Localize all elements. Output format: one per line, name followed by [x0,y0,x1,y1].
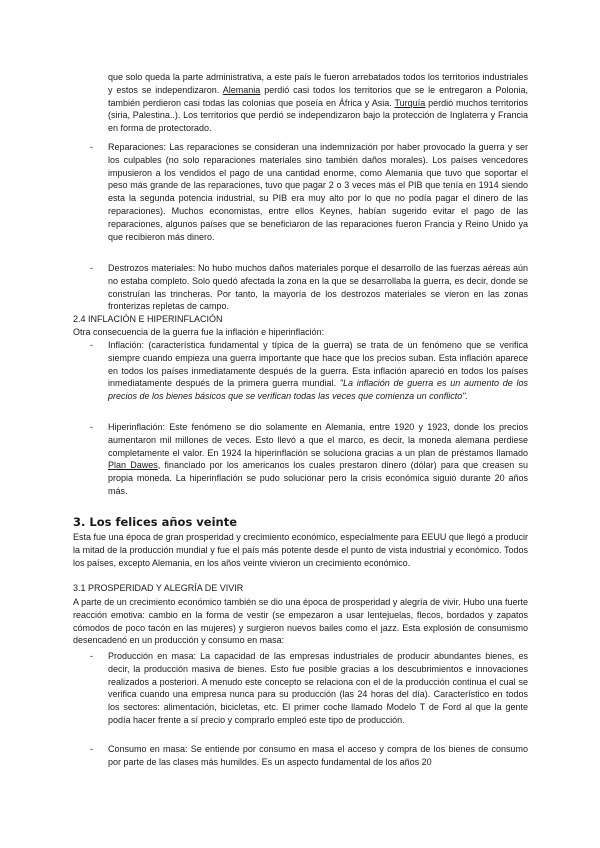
bullet-dash: - [90,651,93,661]
consumo-item: Consumo en masa: Se entiende por consumo en masa el acceso y compra de los bienes de consumo por parte de las clases más humildes. Es un aspecto fundamental de los años 20 [108,744,528,767]
turquia-term: Turquía [394,97,426,108]
bullet-dash: - [90,422,93,432]
inflation-quote: "La inflación de guerra es un aumento de los precios de los bienes básicos que se verifican todas las veces que comienza un conflicto". [108,378,529,402]
alemania-term: Alemania [222,84,261,95]
bullet-dash: - [90,263,93,273]
section-2-4-intro: Otra consecuencia de la guerra fue la inflación e hiperinflación: [73,327,325,337]
bullet-dash: - [90,340,93,350]
section-3-1-heading: 3.1 PROSPERIDAD Y ALEGRÍA DE VIVIR [73,583,244,593]
bullet-dash: - [90,142,93,152]
continuation-paragraph: que solo queda la parte administrativa, a este país le fueron arrebatados todos los territorios industriales y estos se independizaron. Alemania perdió casi todos los territorios que se le entregaron a Polonia, también perdieron casi todas las colonias que poseía en África y Asia. Turquía perdió muchos territorios (siria, Palestina..). Los territorios que perdió se independizaron bajo la protección de Inglaterra y Francia en forma de protectorado. [108,72,528,134]
section-3-intro: Esta fue una época de gran prosperidad y crecimiento económico, especialmente para EEUU que llegó a producir la mitad de la producción mundial y fue el país más potente desde el punto de vista industrial y económico. Todos los países, excepto Alemania, en los años veinte vivieron un crecimiento económico. [73,532,528,568]
hiperinflacion-item: Hiperinflación: Este fenómeno se dio solamente en Alemania, entre 1920 y 1923, donde los precios aumentaron mil millones de veces. Esto llevó a que el marco, es decir, la moneda alemana perdiese completamente el valor. En 1924 la hiperinflación se soluciona gracias a un plan de préstamos llamado Plan Dawes, financiado por los americanos los cuales prestaron dinero (dólar) para que creasen su propia moneda. La hiperinflación se pudo solucionar pero la crisis económica siguió durante 20 años más. [108,422,528,496]
produccion-item: Producción en masa: La capacidad de las empresas industriales de producir abundantes bienes, es decir, la producción masiva de bienes. Esto fue posible gracias a los descubrimientos e innovaciones realizados a posteriori. A menudo este concepto se relaciona con el de la producción continua el cual se verifica cuando una empresa nunca para su producción (las 24 horas del día). Característico en todos los sectores: alimentación, bicicletas, etc. El primer coche llamado Modelo T de Ford al que la gente podía hacer frente a sí precio y comprarlo empleó este tipo de producción. [108,651,528,725]
reparaciones-item: Reparaciones: Las reparaciones se consideran una indemnización por haber provocado la guerra y ser los culpables (no solo reparaciones materiales sino también daños morales). Los países vencedores impusieron a los vendidos el pago de una cantidad enorme, como Alemania que tuvo que soportar el peso más grande de las reparaciones, tuvo que pagar 2 o 3 veces más el PIB que tenía en 1914 siendo esta la segunda potencia industrial, su PIB era muy alto por lo que no podía pagar el dinero de las reparaciones). Muchos economistas, entre ellos Keynes, habían sugerido evitar el pago de las reparaciones, algunos países que se beneficiaron de las reparaciones fueron Francia y Reino Unido ya que recibieron más dinero. [108,142,528,242]
section-3-heading: 3. Los felices años veinte [73,515,238,529]
section-2-4-heading: 2.4 INFLACIÓN E HIPERINFLACIÓN [73,314,223,324]
section-3-1-intro: A parte de un crecimiento económico también se dio una época de prosperidad y alegría de vivir. Hubo una fuerte reacción emotiva: cambio en la forma de vestir (se empezaron a usar lentejuelas, flecos, bordados y zapatos cómodos de poco tacón en las mujeres) y surgieron nuevos bailes como el jazz. Esta explosión de consumismo desencadenó en un producción y consumo en masa: [73,597,528,646]
plan-dawes-term: Plan Dawes [108,460,158,471]
inflacion-item: Inflación: (característica fundamental y típica de la guerra) se trata de un fenómeno que se verifica siempre cuando empieza una guerra importante que hace que los precios suban. Esta inflación aparece en todos los países inmediatamente después de la guerra. Esta inflación apareció en todos los países inmediatamente después de la primera guerra mundial. "La inflación de guerra es un aumento de los precios de los bienes básicos que se verifican todas las veces que comienza un conflicto". [108,340,529,402]
bullet-dash: - [90,744,93,754]
destrozos-item: Destrozos materiales: No hubo muchos daños materiales porque el desarrollo de las fuerzas aéreas aún no estaba completo. Solo quedó afectada la zona en la que se desarrollaba la guerra, es decir, donde se construían las trincheras. Por tanto, la mayoría de los destrozos materiales se vieron en las zonas fronterizas repletas de campo. [108,263,528,312]
